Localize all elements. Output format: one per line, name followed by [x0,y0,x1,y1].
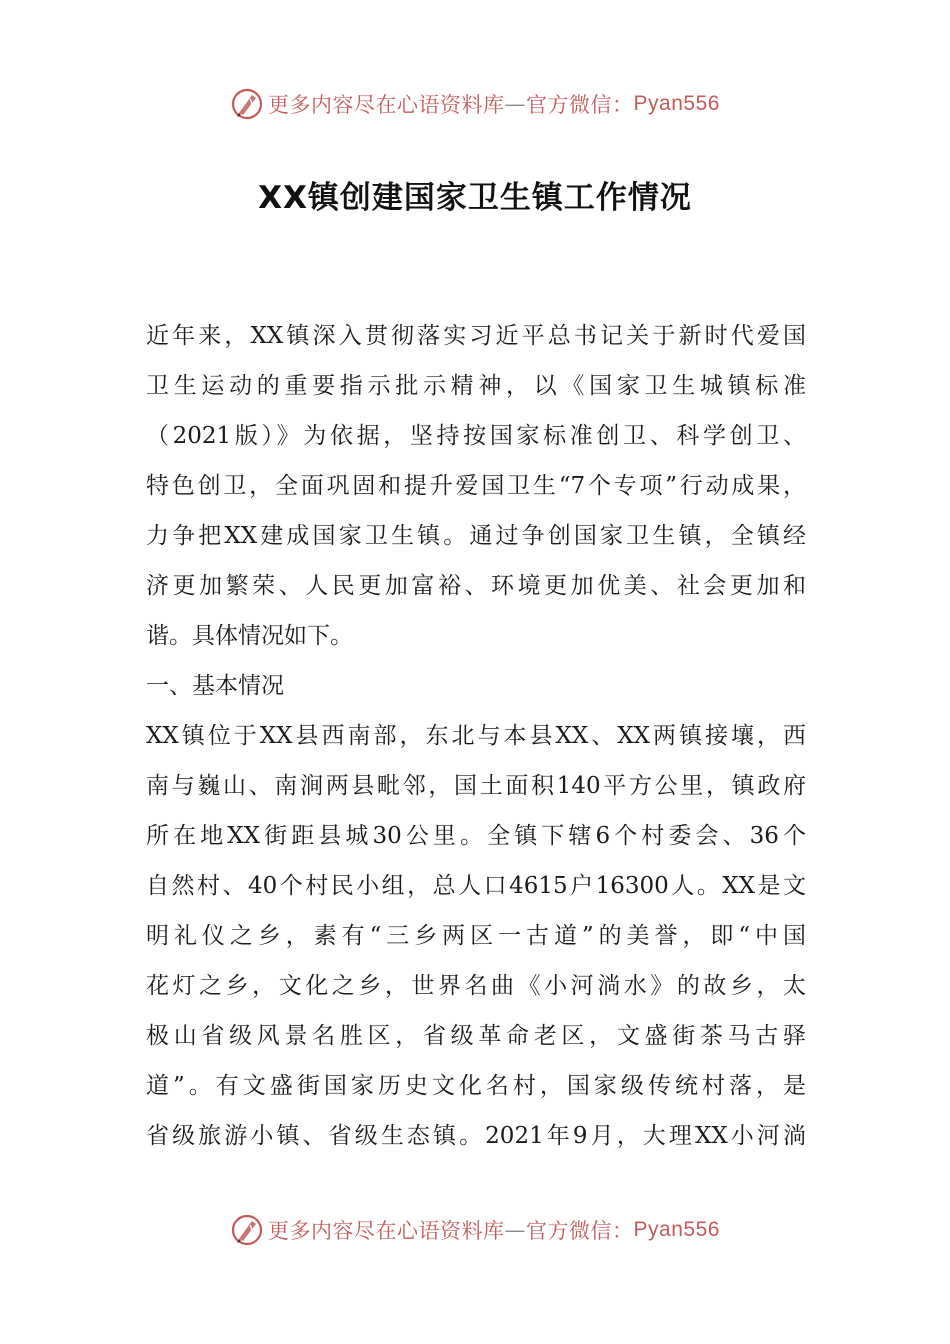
text-line: 济更加繁荣、人民更加富裕、环境更加优美、社会更加和 [146,573,806,599]
text-line: 省级旅游小镇、省级生态镇。2021年9月，大理XX小河淌 [146,1123,806,1149]
banner-wechat-id: Pyan556 [633,92,720,115]
document-body [146,311,806,1161]
text-line: 明礼仪之乡，素有“三乡两区一古道”的美誉，即“中国 [146,923,806,949]
banner-wechat-label: 官方微信： [526,93,634,117]
text-line: 力争把XX建成国家卫生镇。通过争创国家卫生镇，全镇经 [146,523,806,549]
quill-pen-logo-icon [230,87,264,121]
banner-wechat-id: Pyan556 [633,1218,720,1241]
text-line: 特色创卫，全面巩固和提升爱国卫生“7个专项”行动成果， [146,473,806,499]
text-line: 花灯之乡，文化之乡，世界名曲《小河淌水》的故乡，太 [146,973,806,999]
text-line: 所在地XX街距县城30公里。全镇下辖6个村委会、36个 [146,823,806,849]
text-line: 道”。有文盛街国家历史文化名村，国家级传统村落，是 [146,1073,806,1099]
banner-separator: — [504,92,527,116]
text-line: 近年来，XX镇深入贯彻落实习近平总书记关于新时代爱国 [146,323,806,349]
footer-banner [0,1208,950,1252]
banner-site-text: 更多内容尽在心语资料库 [268,93,505,117]
text-line: 极山省级风景名胜区，省级革命老区，文盛街茶马古驿 [146,1023,806,1049]
text-line: 自然村、40个村民小组，总人口4615户16300人。XX是文 [146,873,806,899]
quill-pen-logo-icon [230,1213,264,1247]
banner-separator: — [504,1218,527,1242]
text-line: （2021版）》为依据，坚持按国家标准创卫、科学创卫、 [146,423,806,449]
text-line: 南与巍山、南涧两县毗邻，国土面积140平方公里，镇政府 [146,773,806,799]
text-line: 卫生运动的重要指示批示精神，以《国家卫生城镇标准 [146,373,806,399]
banner-site-text: 更多内容尽在心语资料库 [268,1219,505,1243]
text-line: 谐。具体情况如下。 [146,623,353,649]
header-banner [0,82,950,126]
section-heading: 一、基本情况 [146,673,284,699]
document-title: XX镇创建国家卫生镇工作情况 [258,180,692,216]
banner-wechat-label: 官方微信： [526,1219,634,1243]
text-line: XX镇位于XX县西南部，东北与本县XX、XX两镇接壤，西 [146,723,806,749]
